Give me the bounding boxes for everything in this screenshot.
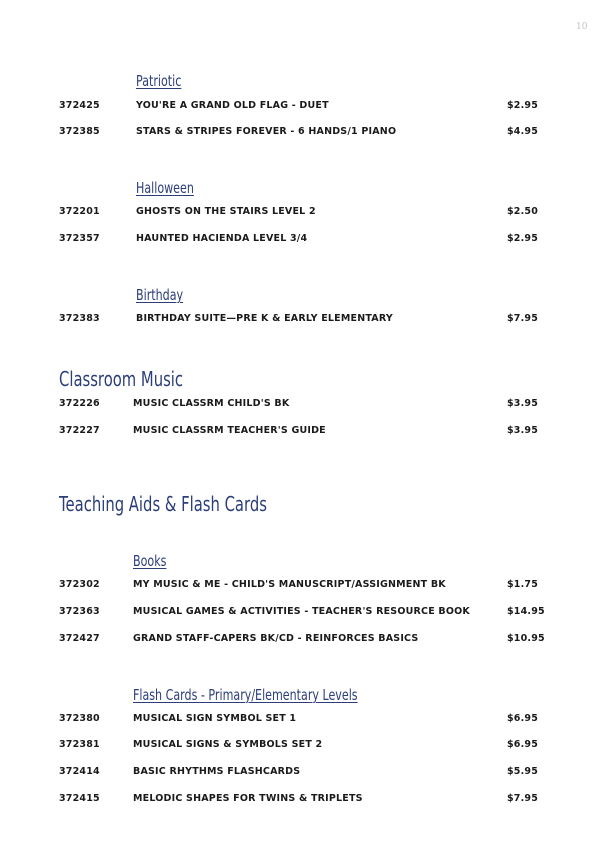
item-title: HAUNTED HACIENDA LEVEL 3/4 (136, 233, 308, 244)
item-number: 372363 (59, 606, 100, 617)
section-heading-flash-cards: Flash Cards - Primary/Elementary Levels (133, 686, 358, 704)
item-title: BASIC RHYTHMS FLASHCARDS (133, 766, 301, 777)
list-item (0, 126, 612, 140)
item-title: BIRTHDAY SUITE—PRE K & EARLY ELEMENTARY (136, 313, 393, 324)
item-price: $4.95 (507, 126, 539, 137)
item-number: 372414 (59, 766, 100, 777)
item-title: MUSIC CLASSRM CHILD'S BK (133, 398, 290, 409)
list-item (0, 793, 612, 807)
page-number: 10 (576, 22, 588, 32)
list-item (0, 425, 612, 439)
item-title: YOU'RE A GRAND OLD FLAG - DUET (136, 100, 329, 111)
item-title: MUSICAL GAMES & ACTIVITIES - TEACHER'S RESOURCE BOOK (133, 606, 470, 617)
list-item (0, 100, 612, 114)
item-price: $3.95 (507, 425, 539, 436)
item-title: MY MUSIC & ME - CHILD'S MANUSCRIPT/ASSIGNMENT BK (133, 579, 446, 590)
item-number: 372357 (59, 233, 100, 244)
item-number: 372227 (59, 425, 100, 436)
list-item (0, 713, 612, 727)
list-item (0, 398, 612, 412)
item-number: 372385 (59, 126, 100, 137)
item-number: 372381 (59, 739, 100, 750)
item-price: $2.50 (507, 206, 539, 217)
section-heading-books: Books (133, 552, 167, 570)
item-title: GRAND STAFF-CAPERS BK/CD - REINFORCES BASICS (133, 633, 419, 644)
list-item (0, 606, 612, 620)
list-item (0, 739, 612, 753)
list-item (0, 313, 612, 327)
section-heading-birthday: Birthday (136, 286, 184, 304)
item-price: $7.95 (507, 793, 539, 804)
item-number: 372302 (59, 579, 100, 590)
item-price: $2.95 (507, 233, 539, 244)
item-number: 372226 (59, 398, 100, 409)
list-item (0, 633, 612, 647)
list-item (0, 233, 612, 247)
item-title: MUSICAL SIGN SYMBOL SET 1 (133, 713, 297, 724)
item-number: 372380 (59, 713, 100, 724)
item-price: $1.75 (507, 579, 539, 590)
item-price: $3.95 (507, 398, 539, 409)
section-heading-teaching-aids: Teaching Aids & Flash Cards (59, 492, 267, 516)
item-price: $7.95 (507, 313, 539, 324)
list-item (0, 766, 612, 780)
section-heading-patriotic: Patriotic (136, 72, 182, 90)
item-title: MELODIC SHAPES FOR TWINS & TRIPLETS (133, 793, 363, 804)
item-title: GHOSTS ON THE STAIRS LEVEL 2 (136, 206, 316, 217)
item-price: $2.95 (507, 100, 539, 111)
item-title: STARS & STRIPES FOREVER - 6 HANDS/1 PIANO (136, 126, 397, 137)
item-title: MUSICAL SIGNS & SYMBOLS SET 2 (133, 739, 323, 750)
item-number: 372201 (59, 206, 100, 217)
item-number: 372427 (59, 633, 100, 644)
item-price: $14.95 (507, 606, 545, 617)
list-item (0, 206, 612, 220)
section-heading-classroom-music: Classroom Music (59, 367, 184, 391)
section-heading-halloween: Halloween (136, 179, 194, 197)
list-item (0, 579, 612, 593)
item-title: MUSIC CLASSRM TEACHER'S GUIDE (133, 425, 326, 436)
item-price: $5.95 (507, 766, 539, 777)
item-price: $6.95 (507, 739, 539, 750)
item-number: 372425 (59, 100, 100, 111)
item-number: 372383 (59, 313, 100, 324)
item-price: $6.95 (507, 713, 539, 724)
item-number: 372415 (59, 793, 100, 804)
item-price: $10.95 (507, 633, 545, 644)
